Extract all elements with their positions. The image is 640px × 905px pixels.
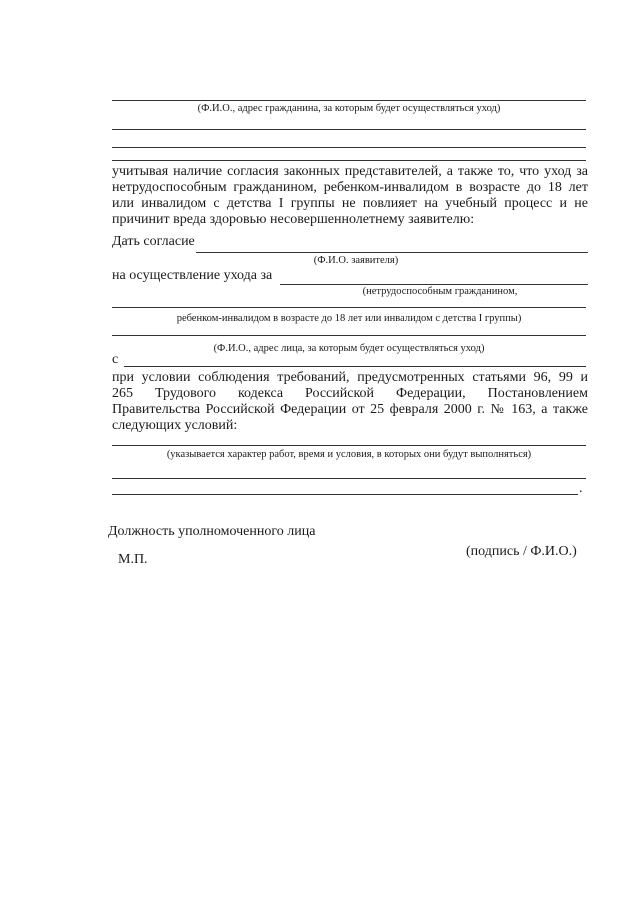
official-position: Должность уполномоченного лица: [108, 524, 316, 539]
blank-line-conditions-2: [112, 478, 586, 479]
care-label: на осуществление ухода за: [112, 268, 273, 283]
blank-line-citizen-4: [112, 160, 586, 161]
since-label: с: [112, 352, 119, 367]
caption-applicant: (Ф.И.О. заявителя): [313, 255, 399, 266]
caption-disabled-1: (нетрудоспособным гражданином,: [362, 286, 518, 297]
blank-line-applicant: [196, 252, 588, 253]
blank-line-citizen: [112, 100, 586, 101]
paragraph-line: следующих условий:: [112, 418, 238, 433]
blank-line-citizen-3: [112, 147, 586, 148]
blank-line-care: [280, 284, 588, 285]
paragraph-line: учитывая наличие согласия законных представителей, а также то, что уход за: [112, 164, 588, 179]
paragraph-line: причинит вреда здоровью несовершеннолетнему заявителю:: [112, 212, 475, 227]
caption-disabled-2: ребенком-инвалидом в возрасте до 18 лет или инвалидом с детства I группы): [176, 313, 522, 324]
paragraph-line: Правительства Российской Федерации от 25 февраля 2000 г. № 163, а также: [112, 402, 588, 417]
seal-label: М.П.: [118, 552, 148, 567]
paragraph-line: при условии соблюдения требований, предусмотренных статьями 96, 99 и: [112, 370, 588, 385]
blank-line-conditions: [112, 445, 586, 446]
blank-line-citizen-2: [112, 129, 586, 130]
caption-conditions: (указывается характер работ, время и условия, в которых они будут выполняться): [166, 449, 532, 460]
paragraph-legal-basis: [112, 370, 588, 434]
paragraph-line: 265 Трудового кодекса Российской Федерации, Постановлением: [112, 386, 588, 401]
blank-line-person: [112, 335, 586, 336]
caption-person: (Ф.И.О., адрес лица, за которым будет осуществляться уход): [213, 343, 485, 354]
signature-caption: (подпись / Ф.И.О.): [466, 544, 577, 559]
blank-line-conditions-3: [112, 494, 578, 495]
end-period: .: [579, 481, 583, 496]
paragraph-conditions-intro: [112, 164, 588, 228]
blank-line-care-2: [112, 307, 586, 308]
blank-line-since: [124, 366, 586, 367]
paragraph-line: нетрудоспособным гражданином, ребенком-инвалидом в возрасте до 18 лет: [112, 180, 588, 195]
paragraph-line: или инвалидом с детства I группы не повлияет на учебный процесс и не: [112, 196, 588, 211]
consent-label: Дать согласие: [112, 234, 195, 249]
caption-citizen: (Ф.И.О., адрес гражданина, за которым будет осуществляться уход): [197, 103, 501, 114]
